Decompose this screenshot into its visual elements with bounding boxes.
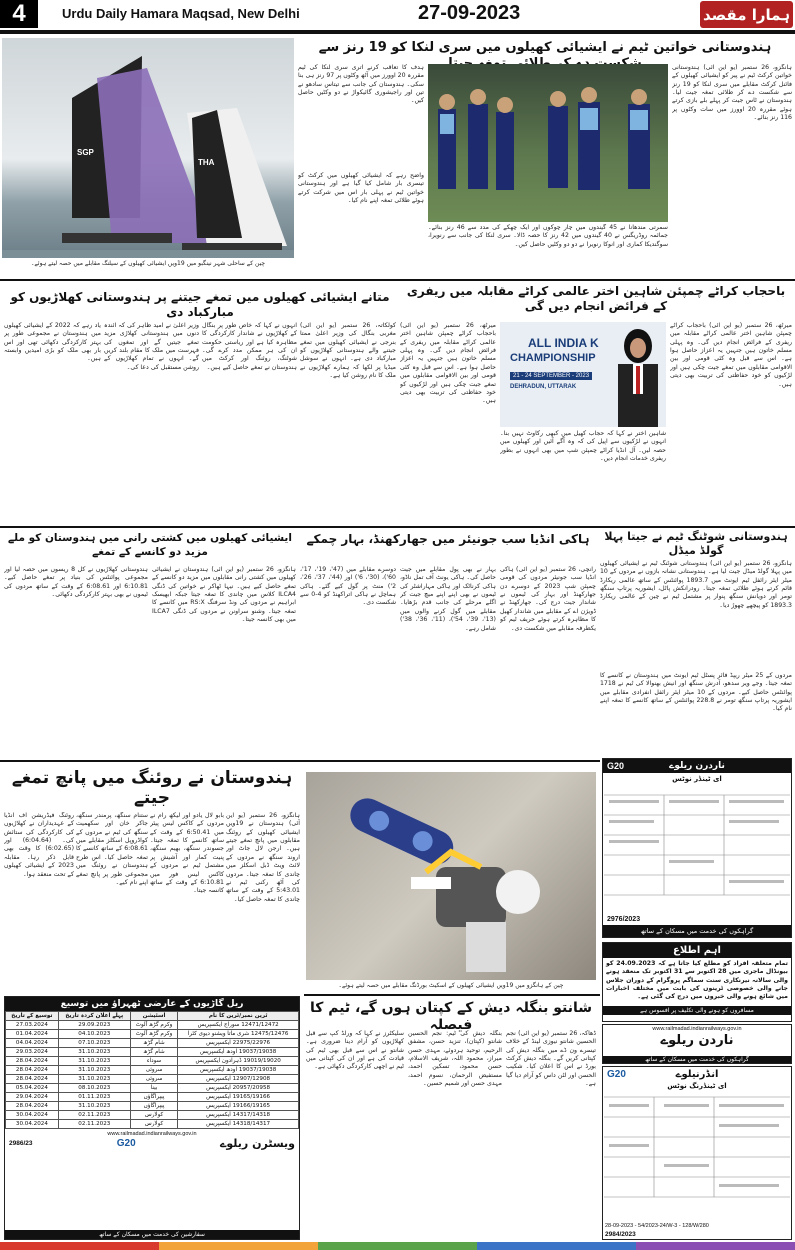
train-table-cell: 31.10.2023 xyxy=(58,1066,130,1075)
train-table-cell: 28.04.2024 xyxy=(6,1057,59,1066)
train-table-cell: 02.11.2023 xyxy=(58,1111,130,1120)
sailing-photo xyxy=(2,38,294,258)
masthead-rule xyxy=(0,30,795,34)
color-band-4 xyxy=(477,1242,636,1250)
train-table-cell: 12471/12472 سوراج ایکسپریس xyxy=(178,1021,299,1030)
train-table-cell: 19037/19038 اودھ ایکسپریس xyxy=(178,1048,299,1057)
cricket-body-col1: ہانگزو، 26 ستمبر (یو این آئی) ہندوستانی خواتین کرکٹ ٹیم نے پیر کو ایشیائی کھیلوں کے فائنل کرکٹ مقابلے میں سری لنکا کو 19 رنز سے شکست دے کر طلائی تمغہ جیت لیا۔ ہندوستان نے ٹاس جیت کر پہلے بلے بازی کرتے ہوئے مقررہ 20 اوورز میں سات وکٹوں پر 116 رنز بنائے۔ xyxy=(672,64,792,122)
train-table-cell: 31.10.2023 xyxy=(58,1057,130,1066)
train-table-row xyxy=(6,1030,299,1039)
banner-text-3: 21 - 24 SEPTEMBER - 2023 xyxy=(510,372,592,380)
g20-logo-2: G20 xyxy=(607,1069,626,1080)
train-table-row xyxy=(6,1021,299,1030)
color-band-5 xyxy=(636,1242,795,1250)
train-table-cell: 28.04.2024 xyxy=(6,1075,59,1084)
congrats-body-col3: وزیر اعلیٰ نے امید ظاہر کی کہ آئندہ دنوں میں ہندوستانی کھلاڑی مزید تمغے جیتیں گے اور تمغوں کی فہرست میں ملک کا مقام بلند کریں گے۔ انہوں نے تمام کھلاڑیوں کے روشن مستقبل کی دعا کی۔ xyxy=(104,322,199,371)
train-table-cell: شام گڑھ xyxy=(130,1039,177,1048)
train-table-row xyxy=(6,1120,299,1129)
cricket-body-col2: سمرتی مندھانا نے 45 گیندوں میں چار چوکوں اور ایک چھکے کی مدد سے 46 رنز بنائے۔ جمائمہ روڈریگس نے 40 گیندوں میں 42 رنز کا حصہ ڈالا۔ سری لنکا کی جانب سے رنویرا، سوگندیکا کماری اور انوکا رنویرا نے دو دو وکٹیں حاصل کیں۔ xyxy=(428,224,668,248)
divider xyxy=(0,279,795,281)
masthead-title: Urdu Daily Hamara Maqsad, New Delhi xyxy=(62,6,300,21)
shooting-body-2: مردوں کے 25 میٹر ریپڈ فائر پسٹل ٹیم ایونٹ میں ہندوستان نے کانسے کا تمغہ جیتا۔ وجے ویر سدھو، آدرش سنگھ اور انیش بھنوالا کی ٹیم نے 1718 پوائنٹس حاصل کیے۔ مردوں کے 10 میٹر ایئر رائفل انفرادی مقابلے میں ایشوریہ پرتاپ سنگھ تومر نے 228.8 پوائنٹس کے ساتھ کانسے کا تمغہ اپنے نام کیا۔ xyxy=(600,672,792,713)
train-table-cell: 12475/12476 شری ماتا ویشنو دیوی کٹرا xyxy=(178,1030,299,1039)
bangladesh-headline: شانتو بنگلہ دیش کے کپتان ہوں گے، ٹیم کا فیصلہ xyxy=(309,1000,593,1033)
train-ad-brand-row xyxy=(5,1137,299,1150)
sail-label-sgp: SGP xyxy=(77,148,94,157)
skateboard-caption: چین کے ہانگزو میں 19ویں ایشیائی کھیلوں کے اسکیٹ بورڈنگ مقابلے میں حصہ لیتے ہوئے۔ xyxy=(338,982,564,989)
wrestling-headline: ایشیائی کھیلوں میں کشتی رانی میں ہندوستان کو ملے مزید دو کانسے کے تمغے xyxy=(8,532,292,558)
train-table-cell: 27.03.2024 xyxy=(6,1021,59,1030)
train-table-cell: 14317/14318 ایکسپریس xyxy=(178,1111,299,1120)
karate-headline: باحجاب کراٹے چمپئن شاہین اختر عالمی کراٹے مقابلہ میں ریفری کے فرائض انجام دیں گی xyxy=(406,284,786,313)
train-table-cell: 08.10.2023 xyxy=(58,1084,130,1093)
railway-etender-ad xyxy=(602,1066,792,1240)
train-table-cell: 29.03.2024 xyxy=(6,1048,59,1057)
northern-railway-ad xyxy=(602,1024,792,1064)
train-table-cell: 28.04.2024 xyxy=(6,1102,59,1111)
train-table-row xyxy=(6,1093,299,1102)
train-col-header: توسیع کے تاریخ xyxy=(6,1012,59,1021)
train-table-cell: 02.11.2023 xyxy=(58,1120,130,1129)
masthead-date: 27-09-2023 xyxy=(418,2,521,24)
congrats-body-col1: کولکاتہ، 26 ستمبر (یو این آئی) مغربی بنگال کی وزیر اعلیٰ ممتا بنرجی نے ایشیائی کھیلوں میں تمغے جیتنے والے ہندوستانی کھلاڑیوں کو مبارکباد دی ہے۔ انہوں نے سوشل میڈیا پر لکھا کہ ہمارے کھلاڑیوں نے ملک کا نام روشن کیا ہے۔ xyxy=(300,322,396,380)
cricket-headline: ہندوستانی خواتین ٹیم نے ایشیائی کھیلوں میں سری لنکا کو 19 رنز سے xyxy=(318,40,772,55)
train-table-cell: 29.09.2023 xyxy=(58,1021,130,1030)
train-table-cell: 29.04.2024 xyxy=(6,1093,59,1102)
cricket-photo xyxy=(428,64,668,222)
athlete-illustration xyxy=(608,324,666,427)
train-table-cell: سروئی xyxy=(130,1066,177,1075)
karate-body: میرٹھ، 26 ستمبر (یو این آئی) باحجاب کراٹے چمپئن شاہین اختر عالمی کراٹے مقابلہ میں ریفری کے فرائض انجام دیں گی۔ وہ پہلی مسلم خاتون ہیں جنہیں یہ اعزاز حاصل ہوا ہے۔ اس سے قبل وہ کئی قومی اور بین الاقوامی مقابلوں میں تمغے جیت چکی ہیں اور لڑکیوں کو خود حفاظتی کی تربیت بھی دیتی ہیں۔ xyxy=(670,322,792,388)
train-table-cell: 30.04.2024 xyxy=(6,1120,59,1129)
train-table-cell: 22975/22976 ایکسپریس xyxy=(178,1039,299,1048)
etender-table-lines xyxy=(604,1092,790,1212)
notice-title: اہم اطلاع xyxy=(603,943,791,958)
shooting-body: ہانگزو، 26 ستمبر (یو این آئی) ہندوستانی شوٹنگ ٹیم نے ایشیائی کھیلوں میں پہلا گولڈ میڈل جیت لیا ہے۔ ہندوستانی نشانہ بازوں نے مردوں کے 10 میٹر ایئر رائفل ٹیم ایونٹ میں 1893.7 پوائنٹس کے ساتھ عالمی ریکارڈ قائم کرتے ہوئے طلائی تمغہ جیتا۔ رودرانکش پاٹل، ایشوریہ پرتاپ سنگھ تومر اور دویانش سنگھ پنوار پر مشتمل ٹیم نے چین کے عالمی ریکارڈ 1893.3 کو پیچھے چھوڑ دیا۔ xyxy=(600,560,792,609)
g20-logo-3: G20 xyxy=(116,1138,136,1149)
bangladesh-body-col3: سلیکٹرز نے کہا کہ ورلڈ کپ سے قبل کھلاڑیوں کو آرام دینا ضروری ہے۔ شانتو نے اس سے قبل بھی ٹیم کی قیادت کی ہے اور ان کی کپتانی میں ٹیم نے اچھی کارکردگی دکھائی ہے۔ xyxy=(306,1030,404,1071)
railway-tender-ad xyxy=(602,758,792,938)
tender-table-lines xyxy=(604,785,790,905)
train-table-row xyxy=(6,1111,299,1120)
hockey-body-col1: رانچی، 26 ستمبر (یو این آئی) ہاکی انڈیا سب جونیئر مردوں کی قومی چمپئن شپ 2023 کے دوسرے دن جھارکھنڈ اور بہار کی ٹیموں نے شاندار جیت درج کی۔ جھارکھنڈ نے ڈویژن اے کے مقابلے میں شاندار کھیل کا مظاہرہ کرتے ہوئے حریف ٹیم کو یکطرفہ مقابلے میں شکست دی۔ xyxy=(500,566,596,632)
train-ad-brand: ویسٹرن ریلوے xyxy=(219,1137,295,1150)
sailing-caption: چین کے ساحلی شہر نینگبو میں 19ویں ایشیائی کھیلوں کے سیلنگ مقابلے میں حصہ لیتے ہوئے۔ xyxy=(30,260,266,267)
train-table-cell: 04.10.2023 xyxy=(58,1030,130,1039)
congrats-headline: متانے ایشیائی کھیلوں میں تمغے جیتنے پر ہندوستانی کھلاڑیوں کو مبارکباد دی xyxy=(10,290,390,319)
train-table-cell: 19019/19020 ڈہرادون ایکسپریس xyxy=(178,1057,299,1066)
train-table-cell: 31.10.2023 xyxy=(58,1102,130,1111)
train-table-cell: بینا xyxy=(130,1084,177,1093)
train-table-cell: 01.04.2024 xyxy=(6,1030,59,1039)
notice-body: تمام متعلقہ افراد کو مطلع کیا جاتا ہے کہ 24.09.2023 کو بیونڈال ماجری میں 28 اکتوبر سے 31 اکتوبر تک منعقد ہونے والی سالانہ نیرنکاری سنت سماگم پروگرام کے دوران جلاس جانے والی خصوصی ٹرینوں کی بابت میں مختلف اخبارات میں شائع ہونے والی خبروں میں درج کی گئی ہے۔ xyxy=(606,960,788,1001)
karate-body-3: میرٹھ، 26 ستمبر (یو این آئی) باحجاب کراٹے چمپئن شاہین اختر عالمی کراٹے مقابلہ میں ریفری کے فرائض انجام دیں گی۔ وہ پہلی مسلم خاتون ہیں جنہیں یہ اعزاز حاصل ہوا ہے۔ اس سے قبل وہ کئی قومی اور بین الاقوامی مقابلوں میں تمغے جیت چکی ہیں اور لڑکیوں کو خود حفاظتی کی تربیت بھی دیتی ہیں۔ xyxy=(400,322,496,405)
cricket-body-col4: واضح رہے کہ ایشیائی کھیلوں میں کرکٹ کو تیسری بار شامل کیا گیا ہے اور ہندوستانی خواتین ٹیم نے پہلی بار اس میں شرکت کرتے ہوئے طلائی تمغہ اپنے نام کیا۔ xyxy=(298,172,424,205)
train-table-cell: 04.04.2024 xyxy=(6,1039,59,1048)
color-band-1 xyxy=(0,1242,159,1250)
train-table-cell: سروئی xyxy=(130,1075,177,1084)
train-table-cell: 19037/19038 اودھ ایکسپریس xyxy=(178,1066,299,1075)
skateboard-photo xyxy=(306,772,596,980)
train-table-cell: 01.11.2023 xyxy=(58,1093,130,1102)
train-helpline: www.railmadad.indianrailways.gov.in xyxy=(107,1131,197,1137)
train-ad-footer: سفارشین کی خدمت میں مسکان کے ساتھ xyxy=(5,1230,299,1239)
congrats-body-col2: انہوں نے کہا کہ خاص طور پر بنگال کے کھلاڑیوں نے شاندار کارکردگی کا مظاہرہ کیا ہے اور ریاستی حکومت ان کی ہر ممکن مدد کرے گی۔ شوٹنگ، روئنگ اور کرکٹ میں ہندوستان نے تمغے حاصل کیے ہیں۔ xyxy=(202,322,297,371)
train-table-cell: 12907/12908 ایکسپریس xyxy=(178,1075,299,1084)
players-illustration xyxy=(428,64,668,222)
railway-ad-subheader: ای ٹینڈر نوٹس xyxy=(672,775,722,783)
karate-photo xyxy=(500,322,666,427)
bangladesh-body-col1: ڈھاکہ، 26 ستمبر (یو این آئی) نجم الحسین شانتو نیوزی لینڈ کے خلاف تیسرے ون ڈے میں بنگلہ دیش کی کپتانی کریں گے۔ بنگلہ دیش کرکٹ بورڈ نے اس کا اعلان کیا۔ شکیب الحسن اور لٹن داس کو آرام دیا گیا ہے۔ xyxy=(506,1030,596,1088)
train-col-header: ٹرین نمبر/ٹرین کا نام xyxy=(178,1012,299,1021)
train-col-header: اسٹیشن xyxy=(130,1012,177,1021)
divider xyxy=(0,526,795,528)
rowing-headline: ہندوستان نے روئنگ میں پانچ تمغے جیتے xyxy=(11,768,293,809)
congrats-body-col4: یاد رہے کہ 2022 کے ایشیائی کھیلوں میں ہندوستان نے مجموعی طور پر بہتر کارکردگی دکھائی تھی اور اس بار بھی ملک کو بڑی امیدیں وابستہ ہیں۔ xyxy=(4,322,101,363)
train-table-cell: پیپراگاؤں xyxy=(130,1093,177,1102)
hockey-headline: ہاکی انڈیا سب جونیئر میں جھارکھنڈ، بہار چمکے xyxy=(306,532,590,546)
newspaper-logo: ہمارا مقصد xyxy=(700,1,793,28)
color-band-2 xyxy=(159,1242,318,1250)
railway-ad3-subheader: ای ٹینڈرنگ نوٹس xyxy=(667,1082,727,1090)
hockey-body-col2: بہار نے بھی پول مقابلے میں جیت حاصل کی۔ ہاکی یونٹ آف تمل ناڈو، ہاکی کرناٹک اور ہاکی مہاراشٹر کی ٹیموں نے بھی اپنے اپنے میچ جیت کر اگلے مرحلے کی جانب قدم بڑھایا۔ مقابلے میں گول کرنے والوں میں (13'، 39'، 54')، (11'، 36'، 38') شامل رہے۔ xyxy=(400,566,496,632)
sailboats-illustration xyxy=(2,38,294,258)
notice-note: مسافروں کو ہونے والی تکلیف پر افسوس ہے xyxy=(603,1006,791,1015)
train-table-cell: وکرم گڑھ آلوٹ xyxy=(130,1030,177,1039)
railway-ad3-ref: 28-09-2023 - 54/2023-24/W-3 - 128/W/280 xyxy=(605,1223,709,1229)
banner-text-4: DEHRADUN, UTTARAK xyxy=(510,384,577,390)
hockey-body-col3: دوسرے مقابلے میں (47'، 19'، 17'، 60')، (30'، 6') اور (44'، 37'، 26'، 2') منٹ پر گول کیے گئے۔ ہاکی ہماچل نے ہاکی اتراکھنڈ کو 4-0 سے شکست دی۔ xyxy=(300,566,396,607)
divider xyxy=(304,994,600,996)
banner-text-2: CHAMPIONSHIP xyxy=(510,352,596,364)
train-table-cell: 05.04.2024 xyxy=(6,1084,59,1093)
train-table-cell: 19165/19166 ایکسپریس xyxy=(178,1093,299,1102)
train-table-cell: 30.04.2024 xyxy=(6,1111,59,1120)
train-stoppage-ad xyxy=(4,996,300,1240)
train-table xyxy=(5,1011,299,1129)
train-col-header: پہلے اعلان کردہ تاریخ xyxy=(58,1012,130,1021)
shooting-headline: ہندوستانی شوٹنگ ٹیم نے جیتا پہلا گولڈ میڈل xyxy=(604,530,788,557)
train-table-row xyxy=(6,1039,299,1048)
railway-url: www.railmadad.indianrailways.gov.in xyxy=(652,1026,742,1032)
railway-ad3-number: 2984/2023 xyxy=(605,1231,636,1238)
rowing-body-col2: بابو لال یادو اور لیکھ رام نے مردوں کے کاکس لیس پیئر میں 6:50.41 کے وقت کے ساتھ کانسے کا تمغہ جیتا۔ جسوندر سنگھ، بھیم سنگھ، پنیت کمار اور آشیش پر مشتمل ٹیم نے مردوں کے کاکس لیس فور میں 6:10.81 کے وقت کے ساتھ کانسہ جیتا۔ xyxy=(150,812,224,895)
train-table-cell: 31.10.2023 xyxy=(58,1048,130,1057)
train-table-cell: 19166/19165 ایکسپریس xyxy=(178,1102,299,1111)
train-table-cell: وکرم گڑھ آلوٹ xyxy=(130,1021,177,1030)
train-table-cell: 14318/14317 ایکسپریس xyxy=(178,1120,299,1129)
important-notice xyxy=(602,942,792,1022)
railway-ad-header: ناردرن ریلوے xyxy=(603,759,791,773)
train-table-cell: 07.10.2023 xyxy=(58,1039,130,1048)
cricket-body-col3: ہدف کا تعاقب کرنے اتری سری لنکا کی ٹیم مقررہ 20 اوورز میں آٹھ وکٹوں پر 97 رنز ہی بنا سکی۔ ہندوستان کی جانب سے تیتاس سادھو نے تین اور راجیشوری گائیکواڑ نے دو وکٹیں حاصل کیں۔ xyxy=(298,64,424,105)
rowing-body-col4: روئنگ فیڈریشن آف انڈیا کے عہدیداران نے کھلاڑیوں کی کارکردگی کی ستائش کی۔ (6:04.64) اور (6:02.65) کا وقت بھی قابل ذکر رہا۔ مقابلہ 2023 کے ایشیائی کھیلوں کے تحت منعقد ہوا۔ xyxy=(4,812,74,878)
train-table-row xyxy=(6,1084,299,1093)
page-number: 4 xyxy=(0,0,38,28)
train-table-row xyxy=(6,1048,299,1057)
train-table-row xyxy=(6,1075,299,1084)
railway-ad-footer: گراہکوں کی خدمت میں مسکان کے ساتھ xyxy=(603,925,791,937)
railway-tender-number: 2976/2023 xyxy=(607,916,641,923)
wrestling-body-col1: ہانگزو، 26 ستمبر (یو این آئی) ہندوستان نے ایشیائی کھیلوں میں کشتی رانی مقابلوں میں مزید دو کانسے کے تمغے حاصل کیے ہیں۔ نیہا ٹھاکر نے خواتین کی ڈنگی ILCA4 کلاس میں چاندی کا تمغہ جیتا جبکہ ابھیسک ابراہیم نے مردوں کی ونڈ سرفنگ RS:X میں کانسے کا تمغہ جیتا۔ وشنو سراونن نے مردوں کی ڈنگی ILCA7 میں بھی کانسہ جیتا۔ xyxy=(152,566,296,624)
railway-ad3-header: انڈرنیلوے xyxy=(675,1069,719,1080)
bangladesh-body-col2: بنگلہ دیش کی ٹیم: نجم الحسین شانتو (کپتان)، تنزید حسن، مشفق الرحیم، توحید ہردوئے، مہدی حسن میراز، محمود اللہ، شریف الاسلام، حسن محمود، تسکین احمد، مستفیض الرحمان، نسوم احمد، مہدی حسن اور شمیم حسین۔ xyxy=(408,1030,502,1088)
train-table-title: ریل گاڑیوں کے عارضی ٹھہراؤ میں توسیع xyxy=(5,997,299,1011)
sail-label-tha: THA xyxy=(198,158,215,167)
railway-brand: ناردن ریلوے xyxy=(660,1033,734,1048)
train-table-cell: پیپراگاؤں xyxy=(130,1102,177,1111)
train-table-row xyxy=(6,1066,299,1075)
banner-text-1: ALL INDIA K xyxy=(528,336,599,350)
train-table-body xyxy=(6,1021,299,1129)
train-table-cell: کولارس xyxy=(130,1120,177,1129)
train-table-cell: 31.10.2023 xyxy=(58,1075,130,1084)
train-table-cell: شام گڑھ xyxy=(130,1048,177,1057)
rowing-body-col3: ستنام سنگھ، پرمندر سنگھ، جاکر خان اور سکھمیت سنگھ کی ٹیم نے مردوں کے کواڈروپل اسکلز مقابلے میں 6:08.61 کے ساتھ کانسے کا تمغہ حاصل کیا۔ اس طرح ہندوستان نے روئنگ میں مجموعی طور پر پانچ تمغے اپنے نام کیے۔ xyxy=(76,812,148,886)
train-table-cell: سوداء xyxy=(130,1057,177,1066)
karate-body-2: شاہین اختر نے کہا کہ حجاب کھیل میں کبھی رکاوٹ نہیں بنا۔ انہوں نے لڑکیوں سے اپیل کی کہ وہ آگے آئیں اور کھیلوں میں حصہ لیں۔ آل انڈیا کراٹے چمپئن شپ میں بھی انہوں نے بطور ریفری خدمات انجام دیں۔ xyxy=(500,430,666,463)
train-table-row xyxy=(6,1057,299,1066)
rowing-body-col1: ہانگزو، 26 ستمبر (یو این آئی) ہندوستان نے 19ویں ایشیائی کھیلوں کے روئنگ مقابلوں میں پانچ تمغے جیتے ہیں۔ ارجن لال جاٹ اور اروند سنگھ نے مردوں کے لائٹ ویٹ ڈبل اسکلز میں چاندی کا تمغہ جیتا۔ مردوں کی آٹھ رکنی ٹیم نے 5:43.01 کے وقت کے ساتھ چاندی کا تمغہ حاصل کیا۔ xyxy=(226,812,300,903)
divider xyxy=(0,760,600,762)
wrestling-body-col2: ہندوستانی کھلاڑیوں نے کل 8 ریسوں میں حصہ لیا اور مجموعی پوائنٹس کی بنیاد پر تمغے حاصل کیے۔ 6:10.81 اور 6:08.61 کے وقت کے ساتھ مردوں کی ٹیموں نے بھی بہتر کارکردگی دکھائی۔ xyxy=(4,566,148,599)
railway-footer-2: گراہکوں کی خدمت میں مسکان کے ساتھ xyxy=(603,1056,791,1063)
train-table-cell: 28.04.2024 xyxy=(6,1066,59,1075)
g20-logo: G20 xyxy=(607,761,625,771)
train-table-cell: 20957/20958 ایکسپریس xyxy=(178,1084,299,1093)
skater-illustration xyxy=(306,772,596,980)
train-ad-ref: 2986/23 xyxy=(9,1140,33,1147)
color-band-3 xyxy=(318,1242,477,1250)
train-table-row xyxy=(6,1102,299,1111)
train-table-cell: کولارس xyxy=(130,1111,177,1120)
